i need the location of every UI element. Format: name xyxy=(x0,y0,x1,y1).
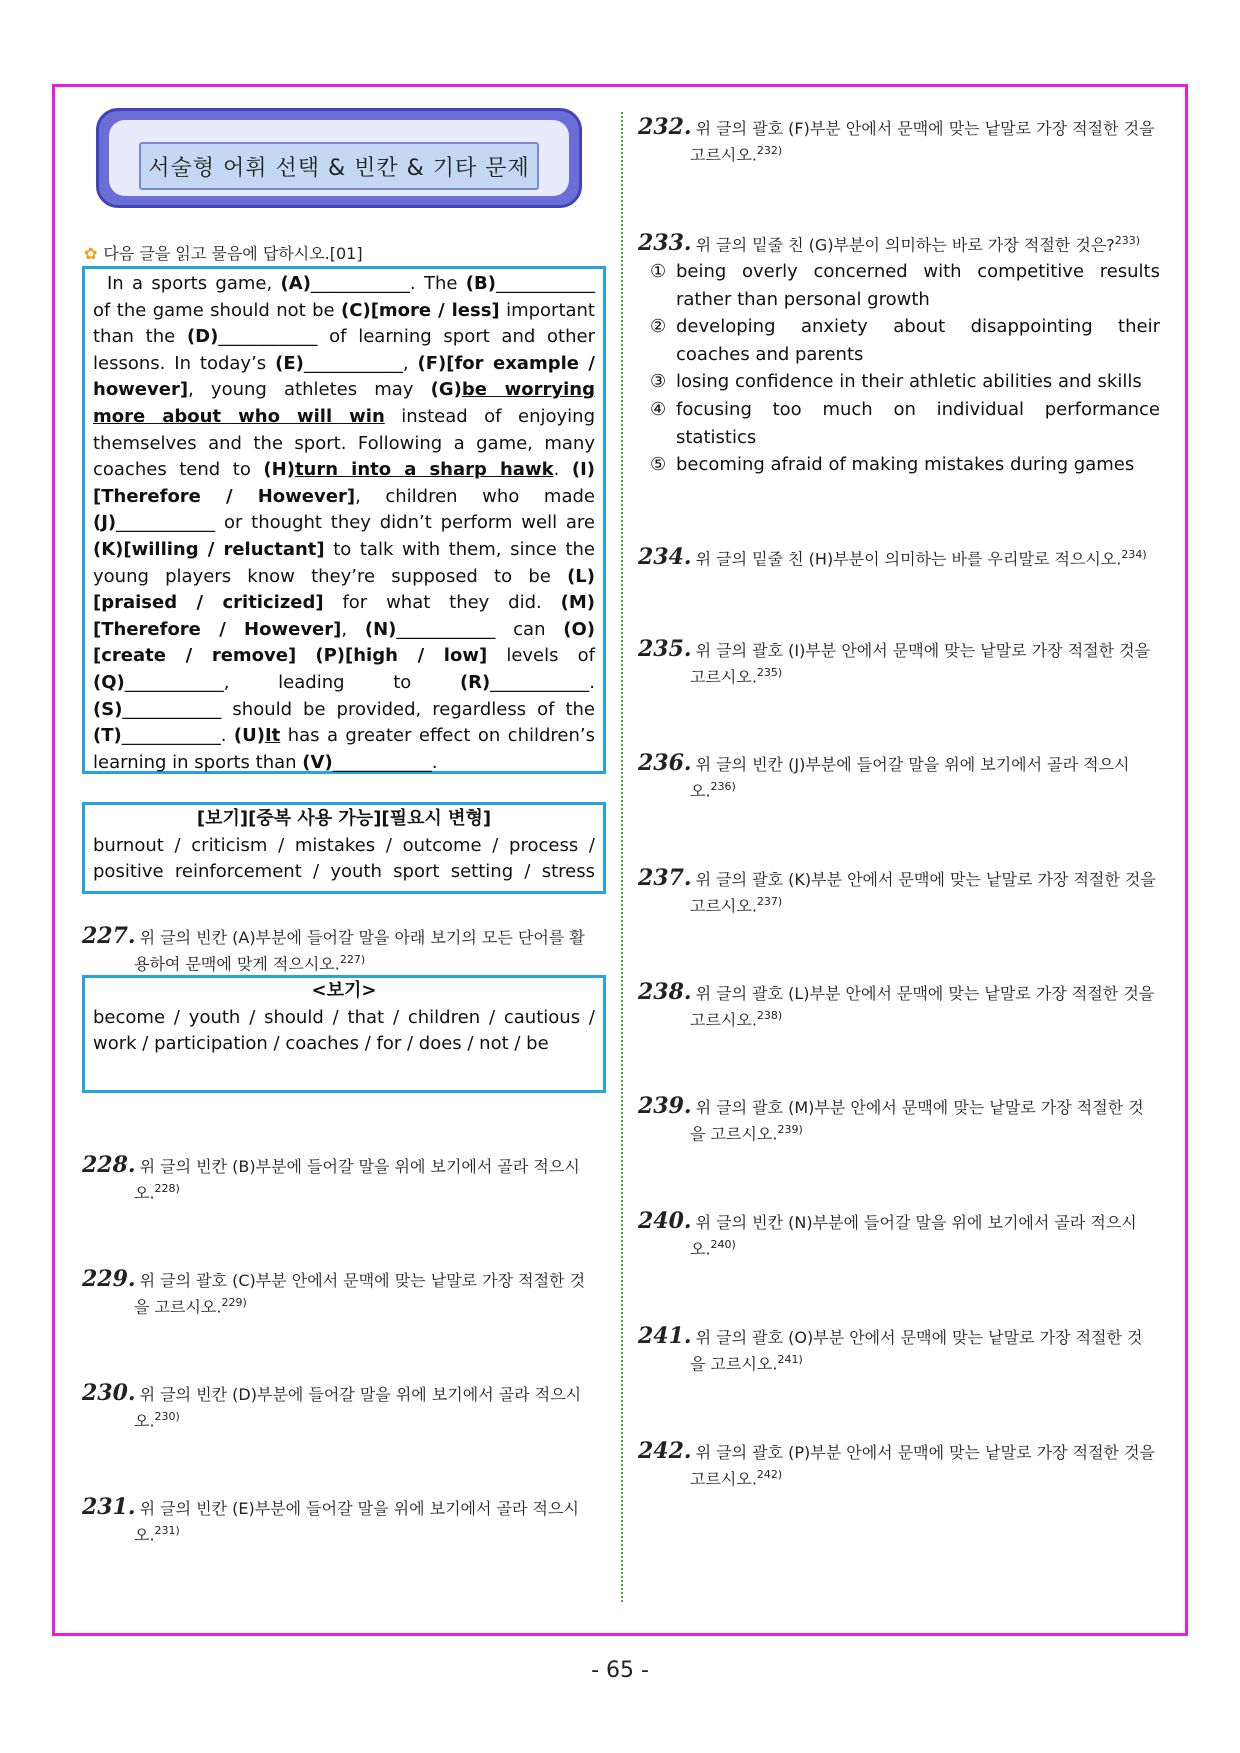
example-words: become / youth / should / that / children / cautious / work / participation / coaches / for / does / not / be xyxy=(93,1006,595,1055)
bold-segment: (G) xyxy=(430,379,462,401)
bold-segment: (B) xyxy=(465,273,496,294)
underlined-segment: be worrying more about who will win xyxy=(93,379,595,427)
question-232: 232. 위 글의 괄호 (F)부분 안에서 문맥에 맞는 낱말로 가장 적절한 것을 고르시오.$^{232)}$ xyxy=(638,114,1155,165)
title-banner xyxy=(96,108,582,208)
example-header: <보기> xyxy=(311,980,377,1001)
question-240: 240. 위 글의 빈칸 (N)부분에 들어갈 말을 위에 보기에서 골라 적으시 오.$^{240)}$ xyxy=(638,1208,1137,1259)
choice-1[interactable]: ① being overly concerned with competitive results rather than personal growth xyxy=(650,261,1160,310)
bold-segment: (L)[praised / criticized] xyxy=(93,565,595,614)
bold-segment: (M)[Therefore / However] xyxy=(93,592,595,640)
bold-segment: (Q) xyxy=(93,671,125,693)
bold-segment: (A) xyxy=(280,273,311,294)
example-box xyxy=(82,975,606,1093)
choice-4[interactable]: ④ focusing too much on individual performance statistics xyxy=(650,398,1160,448)
bold-segment: (R) xyxy=(459,671,491,693)
question-242: 242. 위 글의 괄호 (P)부분 안에서 문맥에 맞는 낱말로 가장 적절한 것을 고르시오.$^{242)}$ xyxy=(638,1438,1155,1489)
question-230: 230. 위 글의 빈칸 (D)부분에 들어갈 말을 위에 보기에서 골라 적으시 오.$^{230)}$ xyxy=(82,1380,582,1431)
bold-segment: (P)[high / low] xyxy=(315,645,488,667)
question-229: 229. 위 글의 괄호 (C)부분 안에서 문맥에 맞는 낱말로 가장 적절한 것 을 고르시오.$^{229)}$ xyxy=(82,1266,586,1317)
word-bank-header: [보기][중복 사용 가능][필요시 변형] xyxy=(196,808,492,829)
instruction xyxy=(84,241,363,264)
bold-segment: (U) xyxy=(233,725,265,747)
bold-segment: (E) xyxy=(275,352,304,374)
choices-233 xyxy=(650,258,1160,479)
bold-segment: (N) xyxy=(364,618,397,640)
question-227: 227. 위 글의 빈칸 (A)부분에 들어갈 말을 아래 보기의 모든 단어를 활 용하여 문맥에 맞게 적으시오.$^{227)}$ xyxy=(82,923,585,974)
bold-segment: (V) xyxy=(302,751,333,773)
word-bank-box xyxy=(82,802,606,894)
passage-text: In a sports game, (A)___________. The (B)___________ of the game should not be (C)[more / less] important than the (D)___________ of learning sport and other lessons. In today’s (E)___________, (F)[for example / however], young athletes may (G)be worrying more about who will win instead of enjoying themselves and the sport. Following a game, many coaches tend to (H)turn into a sharp hawk. (I)[Therefore / However], children who made (J)___________ or thought they didn’t perform well are (K)[willing / reluctant] to talk with them, since the young players know they’re supposed to be (L)[praised / criticized] for what they did. (M)[Therefore / However], (N)___________ can (O)[create / remove] (P)[high / low] levels of (Q)___________, leading to (R)___________. (S)___________ should be provided, regardless of the (T)___________. (U)It has a greater effect on children’s learning in sports than (V)___________. xyxy=(93,273,596,773)
bold-segment: (I)[Therefore / However] xyxy=(93,459,595,507)
page-number: - 65 - xyxy=(591,1658,649,1683)
choice-5[interactable]: ⑤ becoming afraid of making mistakes during games xyxy=(650,454,1135,476)
bold-segment: (H) xyxy=(263,459,295,481)
bold-segment: (F)[for example / however] xyxy=(93,352,596,401)
question-231: 231. 위 글의 빈칸 (E)부분에 들어갈 말을 위에 보기에서 골라 적으시 오.$^{231)}$ xyxy=(82,1494,579,1545)
underlined-segment: turn into a sharp hawk xyxy=(294,459,554,481)
bold-segment: (T) xyxy=(93,725,122,747)
passage-box xyxy=(82,266,606,774)
bold-segment: (K)[willing / reluctant] xyxy=(93,538,325,560)
section-title: 서술형 어휘 선택 & 빈칸 & 기타 문제 xyxy=(139,142,539,190)
column-divider xyxy=(621,112,623,1602)
flower-icon: ✿ xyxy=(84,244,98,263)
bold-segment: (S) xyxy=(93,698,123,720)
question-228: 228. 위 글의 빈칸 (B)부분에 들어갈 말을 위에 보기에서 골라 적으시 오.$^{228)}$ xyxy=(82,1152,580,1203)
question-233: 233. 위 글의 밑줄 친 (G)부분이 의미하는 바로 가장 적절한 것은?$^{233)}$ xyxy=(638,230,1141,257)
choice-3[interactable]: ③ losing confidence in their athletic abilities and skills xyxy=(650,371,1142,393)
instruction-text: 다음 글을 읽고 물음에 답하시오.[01] xyxy=(103,244,363,263)
bold-segment: (O)[create / remove] xyxy=(93,618,595,667)
question-236: 236. 위 글의 빈칸 (J)부분에 들어갈 말을 위에 보기에서 골라 적으시 오.$^{236)}$ xyxy=(638,750,1130,801)
bold-segment: (D) xyxy=(186,326,219,348)
question-239: 239. 위 글의 괄호 (M)부분 안에서 문맥에 맞는 낱말로 가장 적절한 것 을 고르시오.$^{239)}$ xyxy=(638,1093,1144,1144)
question-238: 238. 위 글의 괄호 (L)부분 안에서 문맥에 맞는 낱말로 가장 적절한 것을 고르시오.$^{238)}$ xyxy=(638,979,1155,1030)
question-235: 235. 위 글의 괄호 (I)부분 안에서 문맥에 맞는 낱말로 가장 적절한 것을 고르시오.$^{235)}$ xyxy=(638,636,1151,687)
question-237: 237. 위 글의 괄호 (K)부분 안에서 문맥에 맞는 낱말로 가장 적절한 것을 고르시오.$^{237)}$ xyxy=(638,865,1156,916)
question-234: 234. 위 글의 밑줄 친 (H)부분이 의미하는 바를 우리말로 적으시오.$^{234)}$ xyxy=(638,544,1147,571)
word-bank-words: burnout / criticism / mistakes / outcome / process / positive reinforcement / youth sport setting / stress xyxy=(93,834,595,883)
bold-segment: (J) xyxy=(93,512,117,534)
question-241: 241. 위 글의 괄호 (O)부분 안에서 문맥에 맞는 낱말로 가장 적절한 것 을 고르시오.$^{241)}$ xyxy=(638,1323,1143,1374)
choice-2[interactable]: ② developing anxiety about disappointing their coaches and parents xyxy=(650,316,1160,365)
underlined-segment: It xyxy=(264,725,281,747)
bold-segment: (C)[more / less] xyxy=(341,299,500,321)
